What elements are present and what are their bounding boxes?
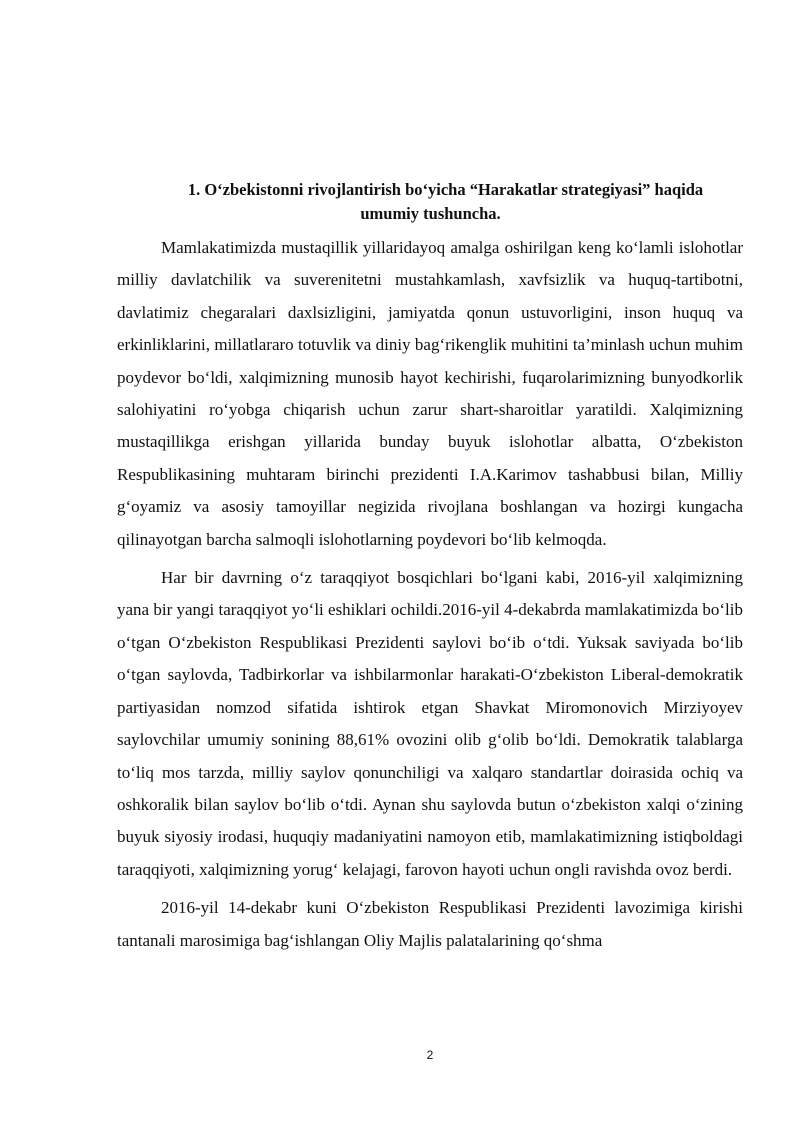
section-heading-line-2: umumiy tushuncha.	[360, 204, 501, 223]
section-heading-line-1: 1. O‘zbekistonni rivojlantirish bo‘yicha “Harakatlar strategiyasi” haqida	[187, 180, 704, 199]
body-text	[117, 232, 743, 957]
paragraph-1: Mamlakatimizda mustaqillik yillaridayoq amalga oshirilgan keng ko‘lamli islohotlar milliy davlatchilik va suverenitetni mustahkamlash, xavfsizlik va huquq-tartibotni, davlatimiz chegaralari daxlsizligini, jamiyatda qonun ustuvorligini, inson huquq va erkinliklarini, millatlararo totuvlik va diniy bag‘rikenglik muhitini ta’minlash uchun muhim poydevor bo‘ldi, xalqimizning munosib hayot kechirishi, fuqarolarimizning bunyodkorlik salohiyatini ro‘yobga chiqarish uchun zarur shart-sharoitlar yaratildi. Xalqimizning mustaqillikga erishgan yillarida bunday buyuk islohotlar albatta, O‘zbekiston Respublikasining muhtaram birinchi prezidenti I.A.Karimov tashabbusi bilan, Milliy g‘oyamiz va asosiy tamoyillar negizida rivojlana boshlangan va hozirgi kungacha qilinayotgan barcha salmoqli islohotlarning poydevori bo‘lib kelmoqda.	[117, 238, 743, 549]
page-number: 2	[426, 1048, 434, 1062]
paragraph-2: Har bir davrning o‘z taraqqiyot bosqichlari bo‘lgani kabi, 2016-yil xalqimizning yana bir yangi taraqqiyot yo‘li eshiklari ochildi.2016-yil 4-dekabrda mamlakatimizda bo‘lib o‘tgan O‘zbekiston Respublikasi Prezidenti saylovi bo‘ib o‘tdi. Yuksak saviyada bo‘lib o‘tgan saylovda, Tadbirkorlar va ishbilarmonlar harakati-O‘zbekiston Liberal-demokratik partiyasidan nomzod sifatida ishtirok etgan Shavkat Miromonovich Mirziyoyev saylovchilar umumiy sonining 88,61% ovozini olib g‘olib bo‘ldi. Demokratik talablarga to‘liq mos tarzda, milliy saylov qonunchiligi va xalqaro standartlar doirasida ochiq va oshkoralik bilan saylov bo‘lib o‘tdi. Aynan shu saylovda butun o‘zbekiston xalqi o‘zining buyuk siyosiy irodasi, huquqiy madaniyatini namoyon etib, mamlakatimizning istiqboldagi taraqqiyoti, xalqimizning yorug‘ kelajagi, farovon hayoti uchun ongli ravishda ovoz berdi.	[117, 568, 743, 879]
paragraph-3: 2016-yil 14-dekabr kuni O‘zbekiston Respublikasi Prezidenti lavozimiga kirishi tantanali marosimiga bag‘ishlangan Oliy Majlis palatalarining qo‘shma	[117, 898, 743, 950]
section-heading	[118, 178, 743, 226]
